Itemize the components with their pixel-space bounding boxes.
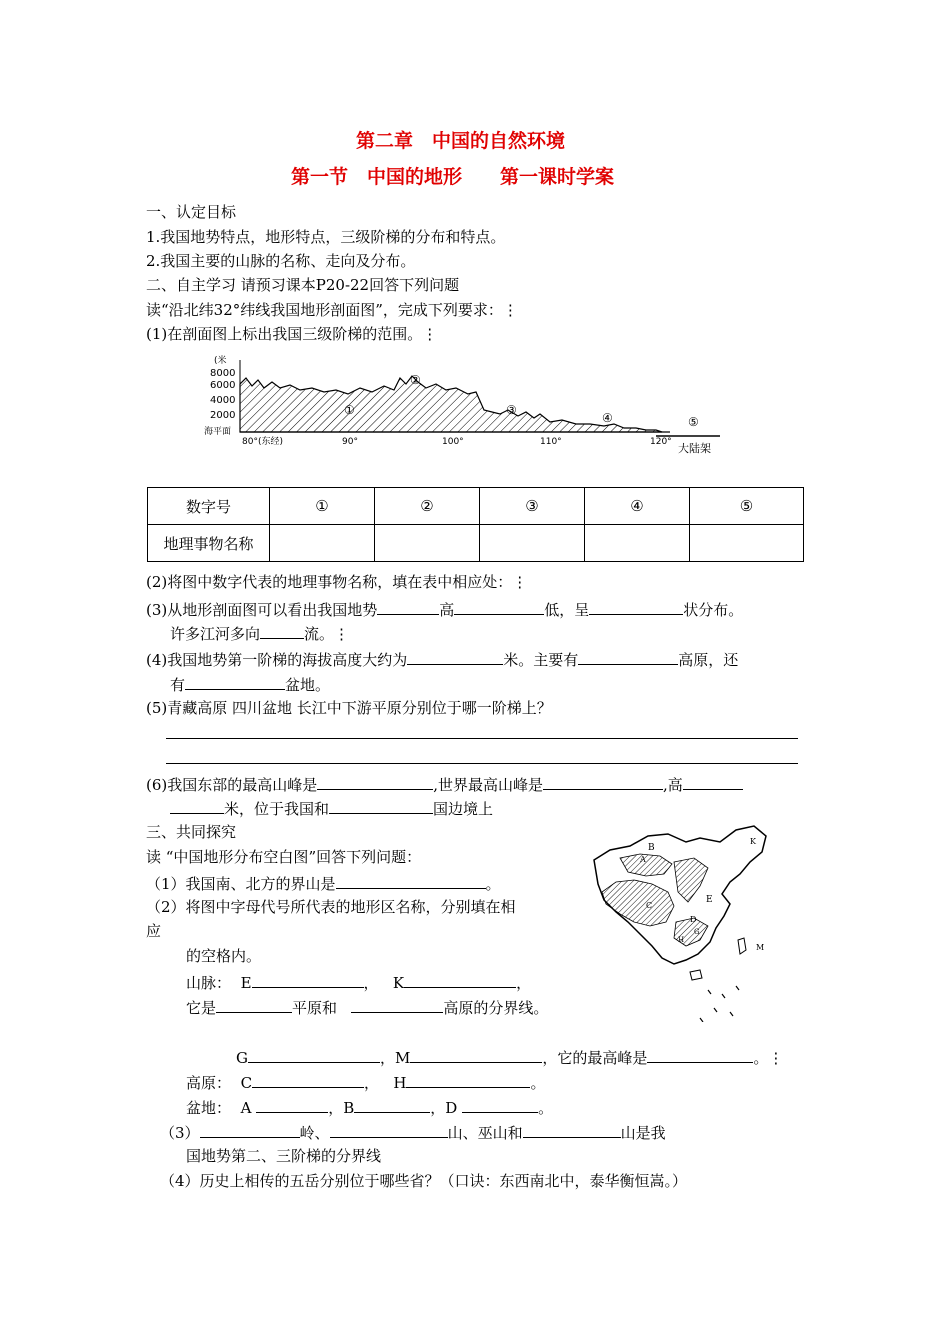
part1-heading: 一、认定目标 — [146, 203, 237, 221]
part3-question-2-wrap: 应 — [146, 922, 162, 940]
map-letter-d: D — [690, 915, 697, 924]
table-header-name: 地理事物名称 — [148, 525, 270, 562]
goal-2: 2.我国主要的山脉的名称、走向及分布。 — [146, 252, 416, 270]
map-letter-h: H — [678, 936, 685, 944]
answer-blank[interactable] — [248, 1046, 380, 1063]
question-6: (6)我国东部的最高山峰是 ,世界最高山峰是 ,高 — [146, 773, 743, 795]
terrain-profile-chart — [200, 350, 740, 460]
mountains-row: 山脉： E ， K ， — [186, 971, 531, 993]
x-tick-label: 120° — [650, 437, 672, 447]
marker-3: ③ — [506, 403, 517, 417]
question-3-cont: 许多江河多向 流。⋮ — [170, 622, 349, 644]
answer-blank[interactable] — [252, 1071, 364, 1088]
goal-1: 1.我国地势特点，地形特点，三级阶梯的分布和特点。 — [146, 228, 506, 246]
divide-row: 它是 平原和 高原的分界线。 — [186, 996, 548, 1018]
table-cell-number: ③ — [480, 488, 585, 525]
answer-cell[interactable] — [585, 525, 690, 562]
marker-1: ① — [344, 403, 355, 417]
answer-blank[interactable] — [336, 872, 486, 889]
shelf-label: 大陆架 — [678, 442, 711, 455]
y-tick-label: 6000 — [210, 380, 236, 391]
answer-blank[interactable] — [589, 598, 683, 615]
part2-heading: 二、自主学习 请预习课本P20-22回答下列问题 — [146, 276, 460, 294]
answer-cell[interactable] — [480, 525, 585, 562]
question-4: (4)我国地势第一阶梯的海拔高度大约为 米。主要有 高原，还 — [146, 648, 738, 670]
x-tick-label: 110° — [540, 437, 562, 447]
part3-question-3: （3） 岭、 山、巫山和 山是我 — [160, 1121, 666, 1143]
answer-blank[interactable] — [407, 648, 503, 665]
answer-blank[interactable] — [351, 996, 443, 1013]
marker-2: ② — [410, 373, 421, 387]
question-1: (1)在剖面图上标出我国三级阶梯的范围。⋮ — [146, 325, 438, 343]
x-tick-label: 100° — [442, 437, 464, 447]
answer-cell[interactable] — [375, 525, 480, 562]
south-sea-islands — [700, 986, 739, 1022]
answer-blank[interactable] — [523, 1121, 621, 1138]
table-row — [148, 488, 804, 525]
part3-question-1: （1）我国南、北方的界山是 。 — [146, 872, 501, 894]
answer-blank[interactable] — [329, 797, 433, 814]
terrain-profile — [240, 376, 662, 432]
answer-blank[interactable] — [647, 1046, 753, 1063]
answer-blank[interactable] — [260, 622, 304, 639]
table-row — [148, 525, 804, 562]
marker-5: ⑤ — [688, 415, 699, 429]
map-letter-c: C — [646, 901, 653, 910]
chapter-title: 第二章 中国的自然环境 — [356, 130, 566, 152]
profile-intro: 读“沿北纬32°纬线我国地形剖面图”，完成下列要求：⋮ — [146, 301, 518, 319]
map-letter-a: A — [640, 855, 646, 864]
table-cell-number: ④ — [585, 488, 690, 525]
answer-blank[interactable] — [543, 773, 663, 790]
x-tick-label: 90° — [342, 437, 358, 447]
answer-blank[interactable] — [406, 1071, 530, 1088]
question-2: (2)将图中数字代表的地理事物名称，填在表中相应处：⋮ — [146, 573, 528, 591]
part3-question-3-cont: 国地势第二、三阶梯的分界线 — [186, 1147, 382, 1165]
answer-blank[interactable] — [404, 971, 516, 988]
map-letter-g: G — [694, 928, 700, 936]
answer-blank[interactable] — [170, 797, 224, 814]
table-header-number: 数字号 — [148, 488, 270, 525]
sea-level-label: 海平面 — [204, 427, 232, 437]
part3-question-4: （4）历史上相传的五岳分别位于哪些省？（口诀：东西南北中，泰华衡恒嵩。） — [160, 1172, 688, 1190]
answer-cell[interactable] — [690, 525, 804, 562]
answer-blank[interactable] — [200, 1121, 300, 1138]
answer-table — [147, 487, 804, 562]
table-cell-number: ⑤ — [690, 488, 804, 525]
part3-heading: 三、共同探究 — [146, 823, 237, 841]
answer-blank[interactable] — [454, 598, 544, 615]
china-terrain-map — [590, 822, 780, 1022]
table-cell-number: ① — [270, 488, 375, 525]
answer-cell[interactable] — [270, 525, 375, 562]
answer-blank[interactable] — [578, 648, 678, 665]
answer-blank[interactable] — [683, 773, 743, 790]
answer-blank[interactable] — [410, 1046, 542, 1063]
map-letter-k: K — [750, 837, 756, 846]
section-title: 第一节 中国的地形 第一课时学案 — [291, 166, 615, 188]
mountains-row-2: G ，M ，它的最高峰是 。⋮ — [236, 1046, 783, 1068]
part3-question-2: （2）将图中字母代号所代表的地形区名称，分别填在相 — [146, 898, 516, 916]
marker-4: ④ — [602, 411, 613, 425]
map-intro: 读 “中国地形分布空白图”回答下列问题： — [146, 848, 422, 866]
map-letter-m: M — [756, 943, 765, 952]
basins-row: 盆地： A ，B ，D 。 — [186, 1096, 553, 1118]
question-4-cont: 有 盆地。 — [170, 673, 330, 695]
answer-blank[interactable] — [252, 971, 364, 988]
answer-line[interactable] — [166, 738, 798, 739]
y-tick-label: 4000 — [210, 395, 236, 406]
answer-blank[interactable] — [377, 598, 439, 615]
question-3: (3)从地形剖面图可以看出我国地势 高 低，呈 状分布。 — [146, 598, 743, 620]
answer-blank[interactable] — [330, 1121, 448, 1138]
question-6-cont: 米，位于我国和 国边境上 — [170, 797, 493, 819]
answer-blank[interactable] — [185, 673, 285, 690]
answer-blank[interactable] — [317, 773, 433, 790]
answer-blank[interactable] — [216, 996, 292, 1013]
x-tick-label: 80°(东经) — [242, 437, 283, 447]
y-tick-label: 2000 — [210, 410, 236, 421]
y-tick-label: 8000 — [210, 368, 236, 379]
table-cell-number: ② — [375, 488, 480, 525]
answer-blank[interactable] — [354, 1096, 430, 1113]
part3-question-2-cont: 的空格内。 — [186, 947, 262, 965]
map-letter-e: E — [706, 895, 713, 905]
answer-blank[interactable] — [256, 1096, 328, 1113]
y-unit-label: (米 — [214, 356, 227, 366]
answer-line[interactable] — [166, 763, 798, 764]
hainan — [690, 970, 702, 980]
plateaus-row: 高原： C ， H 。 — [186, 1071, 545, 1093]
taiwan — [738, 938, 746, 954]
question-5: (5)青藏高原 四川盆地 长江中下游平原分别位于哪一阶梯上？ — [146, 699, 552, 717]
answer-blank[interactable] — [462, 1096, 538, 1113]
map-letter-b: B — [648, 843, 655, 853]
